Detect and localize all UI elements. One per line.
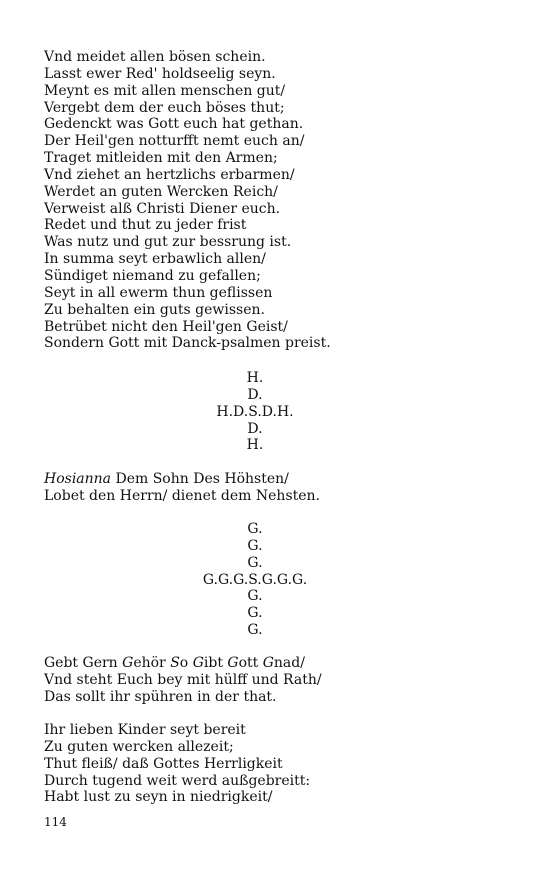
- verse-line: Vnd ziehet an hertzlichs erbarmen/: [44, 166, 295, 183]
- italic-initial: S: [170, 655, 180, 671]
- verse-line: Ihr lieben Kinder seyt bereit: [44, 722, 246, 738]
- verse-line: Habt lust zu seyn in niedrigkeit/: [44, 789, 273, 806]
- stanza-3: [44, 722, 514, 806]
- verse-line-acrostic: [44, 655, 514, 672]
- italic-initial: G: [227, 655, 239, 671]
- stanza-2: [44, 655, 514, 706]
- cross-line: H.: [246, 437, 264, 454]
- cross-line: G.: [247, 537, 263, 554]
- verse-line: Durch tugend weit werd außgebreitt:: [44, 772, 311, 789]
- verse-line: Vnd steht Euch bey mit hülff und Rath/: [44, 671, 322, 688]
- verse-line: In summa seyt erbawlich allen/: [44, 251, 266, 268]
- verse-line: Thut fleiß/ daß Gottes Herrligkeit: [44, 755, 283, 772]
- verse-line: Der Heil'gen notturfft nemt euch an/: [44, 133, 305, 150]
- cross-line: D.: [247, 386, 263, 403]
- verse-line: Werdet an guten Wercken Reich/: [44, 183, 278, 200]
- text-segment: nad/: [273, 655, 305, 671]
- italic-initial: G: [122, 655, 134, 671]
- cross-line: D.: [247, 420, 263, 437]
- verse-line: Verweist alß Christi Diener euch.: [44, 200, 281, 217]
- verse-line: Seyt in all ewerm thun geflissen: [44, 284, 273, 301]
- verse-line: [44, 471, 514, 488]
- verse-line: Lasst ewer Red' holdseelig seyn.: [44, 65, 276, 82]
- verse-line: Zu guten wercken allezeit;: [44, 738, 234, 755]
- verse-line: Sondern Gott mit Danck-psalmen preist.: [44, 335, 331, 352]
- verse-line: Traget mitleiden mit den Armen;: [44, 150, 278, 167]
- cross-line: G.: [247, 554, 263, 571]
- italic-initial: G: [192, 655, 204, 671]
- text-segment: ibt: [203, 655, 228, 671]
- italic-word: Hosianna: [44, 471, 112, 487]
- hosianna-verse: [44, 471, 514, 505]
- italic-initial: G: [262, 655, 274, 671]
- cross-figure-hd: [150, 370, 360, 454]
- cross-line: H.: [246, 370, 264, 386]
- verse-line: Redet und thut zu jeder frist: [44, 217, 247, 234]
- verse-text: Dem Sohn Des Höhsten/: [111, 471, 289, 487]
- verse-line: Gedenckt was Gott euch hat gethan.: [44, 116, 304, 133]
- verse-line: Zu behalten ein guts gewissen.: [44, 301, 265, 318]
- cross-line: G.: [247, 622, 263, 639]
- text-segment: ehör: [133, 655, 171, 671]
- cross-line: G.: [247, 521, 263, 537]
- cross-figure-g: [150, 521, 360, 639]
- stanza-1: [44, 49, 514, 352]
- page-number: 114: [44, 815, 67, 829]
- text-segment: o: [179, 655, 193, 671]
- verse-line: Vergebt dem der euch böses thut;: [44, 99, 285, 116]
- cross-line: H.D.S.D.H.: [216, 403, 294, 420]
- cross-line: G.G.G.S.G.G.G.: [202, 571, 308, 588]
- verse-line: Sündiget niemand zu gefallen;: [44, 267, 261, 284]
- verse-line: Das sollt ihr spühren in der that.: [44, 688, 277, 705]
- cross-line: G.: [247, 605, 263, 622]
- text-segment: Gebt Gern: [44, 655, 123, 671]
- text-segment: ott: [238, 655, 263, 671]
- cross-line: G.: [247, 588, 263, 605]
- verse-line: Vnd meidet allen bösen schein.: [44, 49, 266, 65]
- verse-line: Meynt es mit allen menschen gut/: [44, 82, 286, 99]
- verse-line: Was nutz und gut zur bessrung ist.: [44, 234, 292, 251]
- verse-line: Lobet den Herrn/ dienet dem Nehsten.: [44, 487, 321, 504]
- verse-line: Betrübet nicht den Heil'gen Geist/: [44, 318, 288, 335]
